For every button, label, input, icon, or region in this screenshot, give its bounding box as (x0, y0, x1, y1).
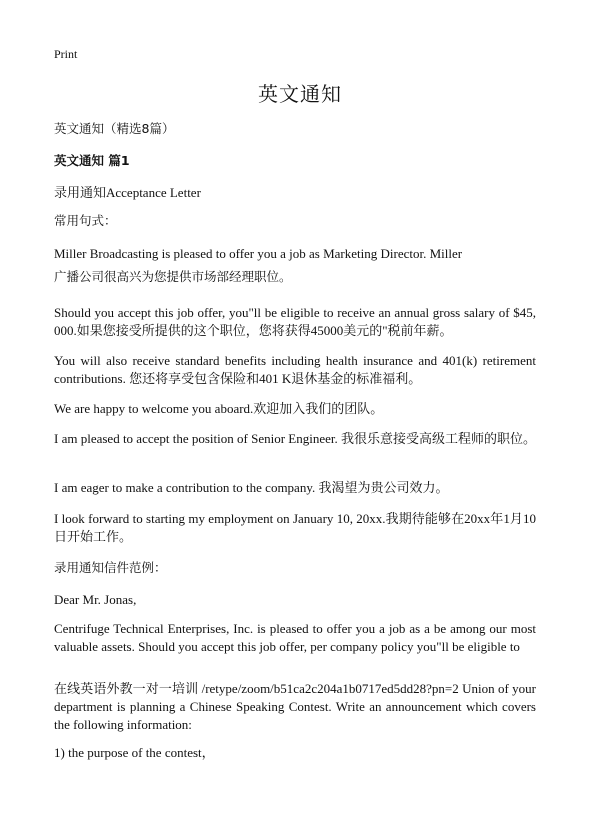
paragraph-6: I am eager to make a contribution to the company. 我渴望为贵公司效力。 (54, 480, 449, 495)
paragraph-10: 1) the purpose of the contest， (54, 745, 215, 760)
salutation: Dear Mr. Jonas, (54, 592, 137, 607)
document-subtitle: 英文通知（精选8篇） (54, 121, 175, 136)
paragraph-8: Centrifuge Technical Enterprises, Inc. is pleased to offer you a job as a be among our most valuable assets. Should you accept this job offer, per company policy you"ll be eligible to (54, 621, 536, 654)
document-title: 英文通知 (258, 82, 342, 106)
acceptance-heading: 录用通知Acceptance Letter (54, 185, 201, 200)
paragraph-4: We are happy to welcome you aboard.欢迎加入我们的团队。 (54, 401, 384, 416)
paragraph-5: I am pleased to accept the position of Senior Engineer. 我很乐意接受高级工程师的职位。 (54, 431, 536, 446)
paragraph-2: Should you accept this job offer, you"ll be eligible to receive an annual gross salary of $45, 000.如果您接受所提供的这个职位，您将获得45000美元的"税前年薪。 (54, 305, 536, 338)
sample-heading: 录用通知信件范例： (54, 560, 167, 575)
section-heading: 英文通知 篇1 (54, 153, 130, 168)
paragraph-1-cn: 广播公司很高兴为您提供市场部经理职位。 (54, 269, 292, 284)
print-link[interactable]: Print (54, 47, 78, 61)
paragraph-3: You will also receive standard benefits including health insurance and 401(k) retirement contributions. 您还将享受包含保险和401 K退休基金的标准福利。 (54, 353, 536, 386)
paragraph-1-en: Miller Broadcasting is pleased to offer you a job as Marketing Director. Miller (54, 246, 463, 261)
paragraph-7: I look forward to starting my employment on January 10, 20xx.我期待能够在20xx年1月10日开始工作。 (54, 511, 536, 544)
paragraph-9: 在线英语外教一对一培训 /retype/zoom/b51ca2c204a1b0717ed5dd28?pn=2 Union of your department is planning a Chinese Speaking Contest. Write an announcement which covers the following information: (54, 681, 536, 732)
common-phrases-label: 常用句式： (54, 213, 117, 228)
